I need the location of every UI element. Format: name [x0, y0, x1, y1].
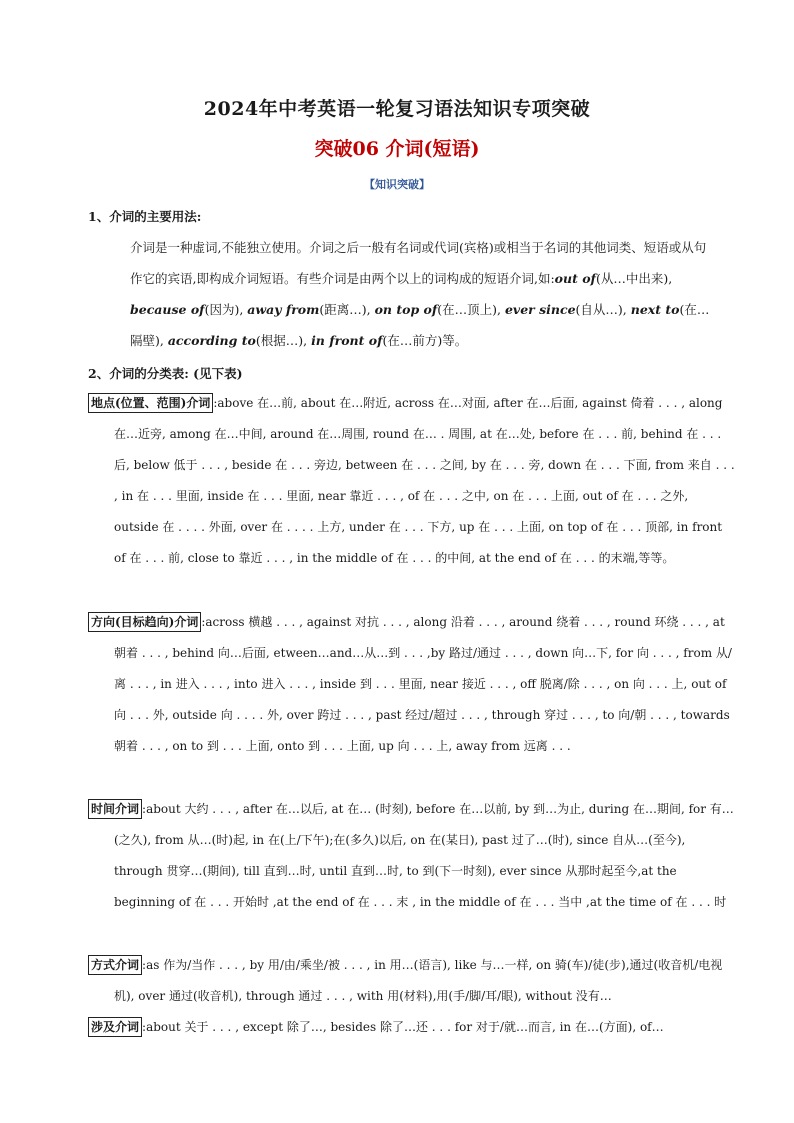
example-en: next to: [630, 302, 680, 317]
category-label: 方向(目标趋向)介词: [88, 612, 201, 632]
category-text: across 横越 . . . , against 对抗 . . . , along 沿着 . . . , around 绕着 . . . , round 环绕 . . . , at 朝着 . . . , behind 向…后面, etween…and…从…到 . . . ,by 路过/通过 . . . , down 向…下, for 向 . . . , from 从/离 . . . , in 进入 . . . , into 进入 . . . , inside 到 . . . 里面, near 接近 . . . , off 脱离/除 . . . , on 向 . . . 上, out of 向 . . . 外, outside 向 . . . . 外, over 跨过 . . . , past 经过/超过 . . . , through 穿过 . . . , to 向/朝 . . . , towards 朝着 . . . , on to 到 . . . 上面, onto 到 . . . 上面, up 向 . . . 上, away from 远离 . . .: [114, 615, 732, 753]
category-label: 地点(位置、范围)介词: [88, 393, 213, 413]
category-direction: 方向(目标趋向)介词 :across 横越 . . . , against 对抗 . . . , along 沿着 . . . , around 绕着 . . . , round 环绕 . . . , at 朝着 . . . , behind 向…后面, etween…and…从…到 . . . ,by 路过/通过 . . . , down 向…下, for 向 . . . , from 从/离 . . . , in 进入 . . . , into 进入 . . . , inside 到 . . . 里面, near 接近 . . . , off 脱离/除 . . . , on 向 . . . 上, out of 向 . . . 外, outside 向 . . . . 外, over 跨过 . . . , past 经过/超过 . . . , through 穿过 . . . , to 向/朝 . . . , towards 朝着 . . . , on to 到 . . . 上面, onto 到 . . . 上面, up 向 . . . 上, away from 远离 . . .: [88, 607, 736, 762]
section-1-paragraph: [130, 232, 710, 356]
example-zh: (根据…),: [255, 333, 312, 348]
example-en: according to: [167, 333, 256, 348]
category-time: 时间介词 :about 大约 . . . , after 在…以后, at 在… (时刻), before 在…以前, by 到…为止, during 在…期间, for 有…(之久), from 从…(时)起, in 在(上/下午);在(多久)以后, on 在(某日), past 过了…(时), since 自从…(至今), through 贯穿…(期间), till 直到…时, until 直到…时, to 到(下一时刻), ever since 从那时起至今,at the beginning of 在 . . . 开始时 ,at the end of 在 . . . 末 , in the middle of 在 . . . 当中 ,at the time of 在 . . . 时: [88, 794, 736, 918]
section-badge: 【知识突破】: [364, 178, 430, 191]
category-text: above 在…前, about 在…附近, across 在…对面, after 在…后面, against 倚着 . . . , along 在…近旁, among 在…中间, around 在…周围, round 在… . 周围, at 在…处, before 在 . . . 前, behind 在 . . . 后, below 低于 . . . , beside 在 . . . 旁边, between 在 . . . 之间, by 在 . . . 旁, down 在 . . . 下面, from 来自 . . . , in 在 . . . 里面, inside 在 . . . 里面, near 靠近 . . . , of 在 . . . 之中, on 在 . . . 上面, out of 在 . . . 之外, outside 在 . . . . 外面, over 在 . . . . 上方, under 在 . . . 下方, up 在 . . . 上面, on top of 在 . . . 顶部, in front of 在 . . . 前, close to 靠近 . . . , in the middle of 在 . . . 的中间, at the end of 在 . . . 的末端,等等。: [114, 396, 735, 565]
category-text: about 大约 . . . , after 在…以后, at 在… (时刻), before 在…以前, by 到…为止, during 在…期间, for 有…(之久), from 从…(时)起, in 在(上/下午);在(多久)以后, on 在(某日), past 过了…(时), since 自从…(至今), through 贯穿…(期间), till 直到…时, until 直到…时, to 到(下一时刻), ever since 从那时起至今,at the beginning of 在 . . . 开始时 ,at the end of 在 . . . 末 , in the middle of 在 . . . 当中 ,at the time of 在 . . . 时: [114, 802, 734, 909]
example-zh: (在…顶上),: [437, 302, 505, 317]
intro-text: 介词是一种虚词,不能独立使用。介词之后一般有名词或代词(宾格)或相当于名词的其他词类、短语或从句作它的宾语,即构成介词短语。有些介词是由两个以上的词构成的短语介词,如:: [130, 240, 707, 286]
section-1-heading: 1、介词的主要用法:: [88, 209, 202, 224]
document-title: 2024年中考英语一轮复习语法知识专项突破: [203, 98, 591, 120]
example-zh: (从…中出来),: [595, 271, 673, 286]
example-en: ever since: [504, 302, 576, 317]
example-zh: (因为),: [204, 302, 248, 317]
example-en: on top of: [374, 302, 438, 317]
category-label: 涉及介词: [88, 1017, 142, 1037]
document-subtitle: 突破06 介词(短语): [314, 138, 480, 160]
section-2-heading: 2、介词的分类表: (见下表): [88, 366, 243, 381]
category-text: about 关于 . . . , except 除了…, besides 除了…还 . . . for 对于/就…而言, in 在…(方面), of…: [146, 1020, 664, 1034]
category-text: as 作为/当作 . . . , by 用/由/乘坐/被 . . . , in 用…(语言), like 与…一样, on 骑(车)/徒(步),通过(收音机/电视机), over 通过(收音机), through 通过 . . . , with 用(材料),用(手/脚/耳/眼), without 没有…: [114, 958, 723, 1003]
example-zh: (自从…),: [575, 302, 631, 317]
example-en: away from: [247, 302, 320, 317]
example-en: out of: [554, 271, 596, 286]
category-place: 地点(位置、范围)介词 :above 在…前, about 在…附近, across 在…对面, after 在…后面, against 倚着 . . . , along 在…近旁, among 在…中间, around 在…周围, round 在… . 周围, at 在…处, before 在 . . . 前, behind 在 . . . 后, below 低于 . . . , beside 在 . . . 旁边, between 在 . . . 之间, by 在 . . . 旁, down 在 . . . 下面, from 来自 . . . , in 在 . . . 里面, inside 在 . . . 里面, near 靠近 . . . , of 在 . . . 之中, on 在 . . . 上面, out of 在 . . . 之外, outside 在 . . . . 外面, over 在 . . . . 上方, under 在 . . . 下方, up 在 . . . 上面, on top of 在 . . . 顶部, in front of 在 . . . 前, close to 靠近 . . . , in the middle of 在 . . . 的中间, at the end of 在 . . . 的末端,等等。: [88, 388, 736, 574]
example-en: because of: [130, 302, 205, 317]
category-concerning: 涉及介词 :about 关于 . . . , except 除了…, besides 除了…还 . . . for 对于/就…而言, in 在…(方面), of…: [88, 1012, 736, 1043]
example-zh: (距离…),: [319, 302, 375, 317]
example-zh: (在…前方)等。: [382, 333, 468, 348]
category-label: 时间介词: [88, 799, 142, 819]
category-manner: 方式介词 :as 作为/当作 . . . , by 用/由/乘坐/被 . . . , in 用…(语言), like 与…一样, on 骑(车)/徒(步),通过(收音机/电视机), over 通过(收音机), through 通过 . . . , with 用(材料),用(手/脚/耳/眼), without 没有…: [88, 950, 736, 1012]
example-en: in front of: [311, 333, 383, 348]
category-label: 方式介词: [88, 955, 142, 975]
example-zh: (在…隔壁),: [130, 302, 710, 348]
